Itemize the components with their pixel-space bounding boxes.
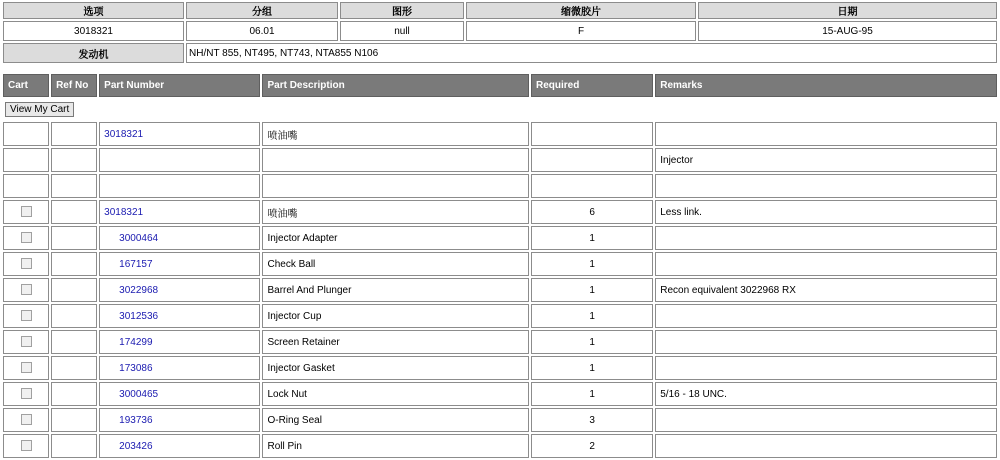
remarks-cell [655,330,997,354]
part-number-cell [99,356,260,380]
remarks-cell: Less link. [655,200,997,224]
part-number-cell [99,278,260,302]
parts-header-row [3,74,997,97]
ref-no-cell [51,252,97,276]
part-number-cell [99,148,260,172]
table-row [3,226,997,250]
info-value-row [3,21,997,41]
cart-cell [3,278,49,302]
ref-no-cell [51,148,97,172]
part-number-cell [99,382,260,406]
table-row [3,200,997,224]
part-number-link[interactable]: 3000464 [119,232,159,244]
remarks-cell [655,252,997,276]
col-header-part-number: Part Number [99,74,260,97]
part-description-cell: Screen Retainer [262,330,529,354]
required-cell [531,174,653,198]
info-value-option: 3018321 [3,21,184,41]
ref-no-cell [51,434,97,458]
part-number-link[interactable]: 3022968 [119,284,159,296]
table-row [3,122,997,146]
table-row [3,278,997,302]
info-header-date: 日期 [698,2,997,19]
required-cell [531,148,653,172]
cart-cell [3,148,49,172]
info-header-figure: 图形 [340,2,464,19]
part-number-cell [99,200,260,224]
ref-no-cell [51,408,97,432]
add-to-cart-checkbox[interactable] [21,336,32,347]
table-row [3,356,997,380]
info-value-figure: null [340,21,464,41]
remarks-cell [655,226,997,250]
cart-cell [3,356,49,380]
part-description-cell: 喷油嘴 [262,200,529,224]
add-to-cart-checkbox[interactable] [21,284,32,295]
add-to-cart-checkbox[interactable] [21,362,32,373]
part-number-link[interactable]: 193736 [119,414,153,426]
required-cell: 1 [531,304,653,328]
required-cell: 1 [531,226,653,250]
required-cell: 1 [531,382,653,406]
col-header-part-description: Part Description [262,74,529,97]
cart-cell [3,200,49,224]
required-cell: 2 [531,434,653,458]
cart-cell [3,252,49,276]
required-cell: 3 [531,408,653,432]
info-header-row [3,2,997,19]
cart-cell [3,408,49,432]
ref-no-cell [51,200,97,224]
remarks-cell [655,174,997,198]
ref-no-cell [51,226,97,250]
cart-cell [3,330,49,354]
part-number-link[interactable]: 3000465 [119,388,159,400]
required-cell: 1 [531,330,653,354]
required-cell: 1 [531,252,653,276]
parts-table [1,72,999,460]
remarks-cell [655,122,997,146]
info-engine-row [3,43,997,63]
part-number-cell [99,408,260,432]
part-number-link[interactable]: 3012536 [119,310,159,322]
part-description-cell [262,148,529,172]
part-number-cell [99,122,260,146]
remarks-cell: 5/16 - 18 UNC. [655,382,997,406]
info-engine-value: NH/NT 855, NT495, NT743, NTA855 N106 [186,43,997,63]
part-number-link[interactable]: 3018321 [104,206,144,218]
cart-cell [3,382,49,406]
ref-no-cell [51,174,97,198]
ref-no-cell [51,122,97,146]
table-row [3,408,997,432]
part-description-cell: Check Ball [262,252,529,276]
table-row [3,434,997,458]
part-number-link[interactable]: 174299 [119,336,153,348]
view-my-cart-button[interactable]: View My Cart [5,102,74,117]
part-number-cell [99,174,260,198]
info-header-group: 分组 [186,2,338,19]
required-cell [531,122,653,146]
ref-no-cell [51,330,97,354]
cart-cell [3,174,49,198]
info-value-date: 15-AUG-95 [698,21,997,41]
ref-no-cell [51,356,97,380]
part-number-cell [99,252,260,276]
table-row [3,304,997,328]
cart-cell [3,304,49,328]
info-header-microfilm: 缩微胶片 [466,2,696,19]
table-row [3,174,997,198]
ref-no-cell [51,382,97,406]
info-value-group: 06.01 [186,21,338,41]
cart-cell [3,226,49,250]
part-number-link[interactable]: 3018321 [104,128,144,140]
remarks-cell: Recon equivalent 3022968 RX [655,278,997,302]
table-row [3,330,997,354]
part-number-cell [99,226,260,250]
add-to-cart-checkbox[interactable] [21,310,32,321]
part-number-cell [99,304,260,328]
col-header-required: Required [531,74,653,97]
part-number-link[interactable]: 167157 [119,258,153,270]
part-description-cell: Injector Gasket [262,356,529,380]
remarks-cell [655,356,997,380]
remarks-cell [655,434,997,458]
view-cart-row [3,99,997,120]
ref-no-cell [51,278,97,302]
info-value-microfilm: F [466,21,696,41]
info-header-option: 选项 [3,2,184,19]
info-engine-label: 发动机 [3,43,184,63]
table-row [3,382,997,406]
part-number-cell [99,434,260,458]
part-description-cell: Injector Cup [262,304,529,328]
part-description-cell: Injector Adapter [262,226,529,250]
part-description-cell: Roll Pin [262,434,529,458]
remarks-cell [655,408,997,432]
part-description-cell: Barrel And Plunger [262,278,529,302]
col-header-remarks: Remarks [655,74,997,97]
table-row [3,252,997,276]
col-header-ref-no: Ref No [51,74,97,97]
part-description-cell [262,174,529,198]
part-description-cell: Lock Nut [262,382,529,406]
required-cell: 6 [531,200,653,224]
add-to-cart-checkbox[interactable] [21,414,32,425]
required-cell: 1 [531,278,653,302]
remarks-cell [655,304,997,328]
remarks-cell: Injector [655,148,997,172]
table-row [3,148,997,172]
add-to-cart-checkbox[interactable] [21,232,32,243]
part-number-cell [99,330,260,354]
add-to-cart-checkbox[interactable] [21,206,32,217]
part-description-cell: O-Ring Seal [262,408,529,432]
info-table [1,0,999,65]
part-number-link[interactable]: 203426 [119,440,153,452]
cart-cell [3,122,49,146]
cart-cell [3,434,49,458]
part-description-cell: 喷油嘴 [262,122,529,146]
add-to-cart-checkbox[interactable] [21,258,32,269]
ref-no-cell [51,304,97,328]
col-header-cart: Cart [3,74,49,97]
required-cell: 1 [531,356,653,380]
part-number-link[interactable]: 173086 [119,362,153,374]
add-to-cart-checkbox[interactable] [21,388,32,399]
